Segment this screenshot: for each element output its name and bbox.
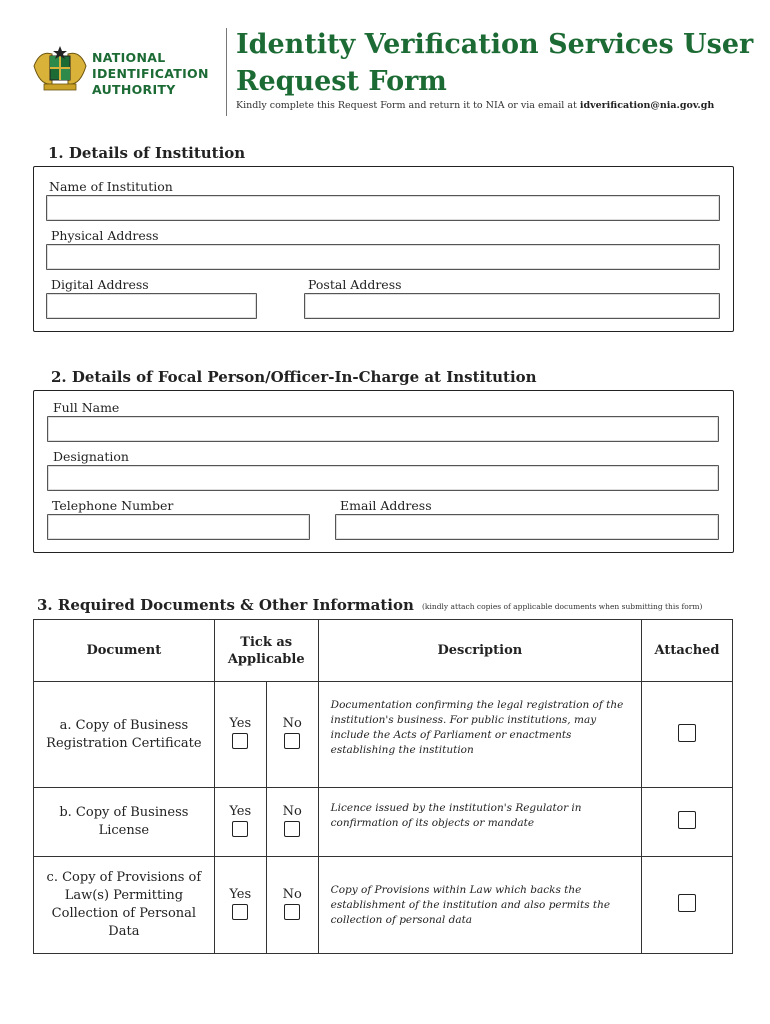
attached-checkbox[interactable] — [678, 811, 696, 829]
yes-cell — [214, 857, 266, 954]
document-name: b. Copy of Business License — [34, 788, 215, 857]
email-label: Email Address — [340, 498, 432, 513]
postal-address-label: Postal Address — [308, 277, 402, 292]
postal-address-field[interactable] — [304, 293, 720, 319]
section-1-title: 1. Details of Institution — [48, 144, 246, 162]
telephone-field[interactable] — [47, 514, 310, 540]
attached-cell — [642, 788, 733, 857]
subtitle-text: Kindly complete this Request Form and return it to NIA or via email at — [236, 100, 580, 111]
no-label: No — [282, 716, 302, 731]
email-field[interactable] — [335, 514, 719, 540]
digital-address-field[interactable] — [46, 293, 257, 319]
document-description — [318, 857, 641, 954]
contact-email[interactable]: idverification@nia.gov.gh — [579, 100, 715, 111]
description-text: Documentation confirming the legal registration of the institution's business. For public institutions, may include the Acts of Parliament or enactments establishing the institution — [330, 698, 624, 756]
org-name-line: NATIONAL — [92, 50, 166, 65]
attached-checkbox[interactable] — [678, 724, 696, 742]
section-2-title: 2. Details of Focal Person/Officer-In-Charge at Institution — [51, 368, 537, 386]
no-label: No — [282, 803, 302, 819]
full-name-field[interactable] — [47, 416, 719, 442]
description-text: Copy of Provisions within Law which backs the establishment of the institution and also permits the collection of personal data — [330, 883, 611, 926]
table-row — [34, 788, 733, 857]
yes-checkbox[interactable] — [232, 904, 248, 920]
physical-address-field[interactable] — [46, 244, 720, 270]
attached-cell — [642, 857, 733, 954]
tick-header-line: Tick as — [240, 634, 293, 650]
no-label: No — [282, 886, 302, 902]
title-line: Request Form — [236, 66, 447, 97]
institution-name-field[interactable] — [46, 195, 720, 221]
no-checkbox[interactable] — [284, 821, 300, 837]
document-description — [318, 682, 641, 788]
attachment-note: (kindly attach copies of applicable documents when submitting this form) — [422, 602, 703, 611]
telephone-label: Telephone Number — [52, 498, 174, 513]
table-row — [34, 682, 733, 788]
no-checkbox[interactable] — [284, 733, 300, 749]
tick-header-line: Applicable — [227, 651, 305, 667]
form-subtitle — [236, 100, 714, 111]
document-description — [318, 788, 641, 857]
no-cell — [266, 788, 318, 857]
documents-table — [33, 619, 733, 954]
document-name: c. Copy of Provisions of Law(s) Permitting Collection of Personal Data — [34, 857, 215, 954]
yes-cell — [214, 788, 266, 857]
institution-name-label: Name of Institution — [49, 179, 173, 194]
form-title — [236, 26, 756, 100]
coat-of-arms-icon — [30, 44, 90, 94]
document-header: Document — [34, 620, 215, 682]
no-cell — [266, 857, 318, 954]
title-line: Identity Verification Services User — [236, 29, 754, 60]
table-row — [34, 857, 733, 954]
attached-cell — [642, 682, 733, 788]
attached-header: Attached — [642, 620, 733, 682]
org-name-line: IDENTIFICATION — [92, 66, 209, 81]
org-name — [92, 50, 209, 98]
section-3-title: 3. Required Documents & Other Information — [37, 596, 414, 614]
no-checkbox[interactable] — [284, 904, 300, 920]
no-cell — [266, 682, 318, 788]
table-header-row — [34, 620, 733, 682]
physical-address-label: Physical Address — [51, 228, 159, 243]
yes-label: Yes — [229, 886, 252, 902]
designation-label: Designation — [53, 449, 129, 464]
yes-checkbox[interactable] — [232, 733, 248, 749]
description-header: Description — [318, 620, 641, 682]
description-text: Licence issued by the institution's Regulator in confirmation of its objects or mandate — [330, 802, 582, 829]
digital-address-label: Digital Address — [51, 277, 149, 292]
document-name: a. Copy of Business Registration Certificate — [34, 682, 215, 788]
attached-checkbox[interactable] — [678, 894, 696, 912]
yes-label: Yes — [229, 716, 252, 731]
header-divider — [226, 28, 227, 116]
tick-header — [214, 620, 318, 682]
yes-checkbox[interactable] — [232, 821, 248, 837]
full-name-label: Full Name — [53, 400, 120, 415]
org-name-line: AUTHORITY — [92, 82, 176, 97]
designation-field[interactable] — [47, 465, 719, 491]
yes-cell — [214, 682, 266, 788]
yes-label: Yes — [229, 803, 252, 819]
